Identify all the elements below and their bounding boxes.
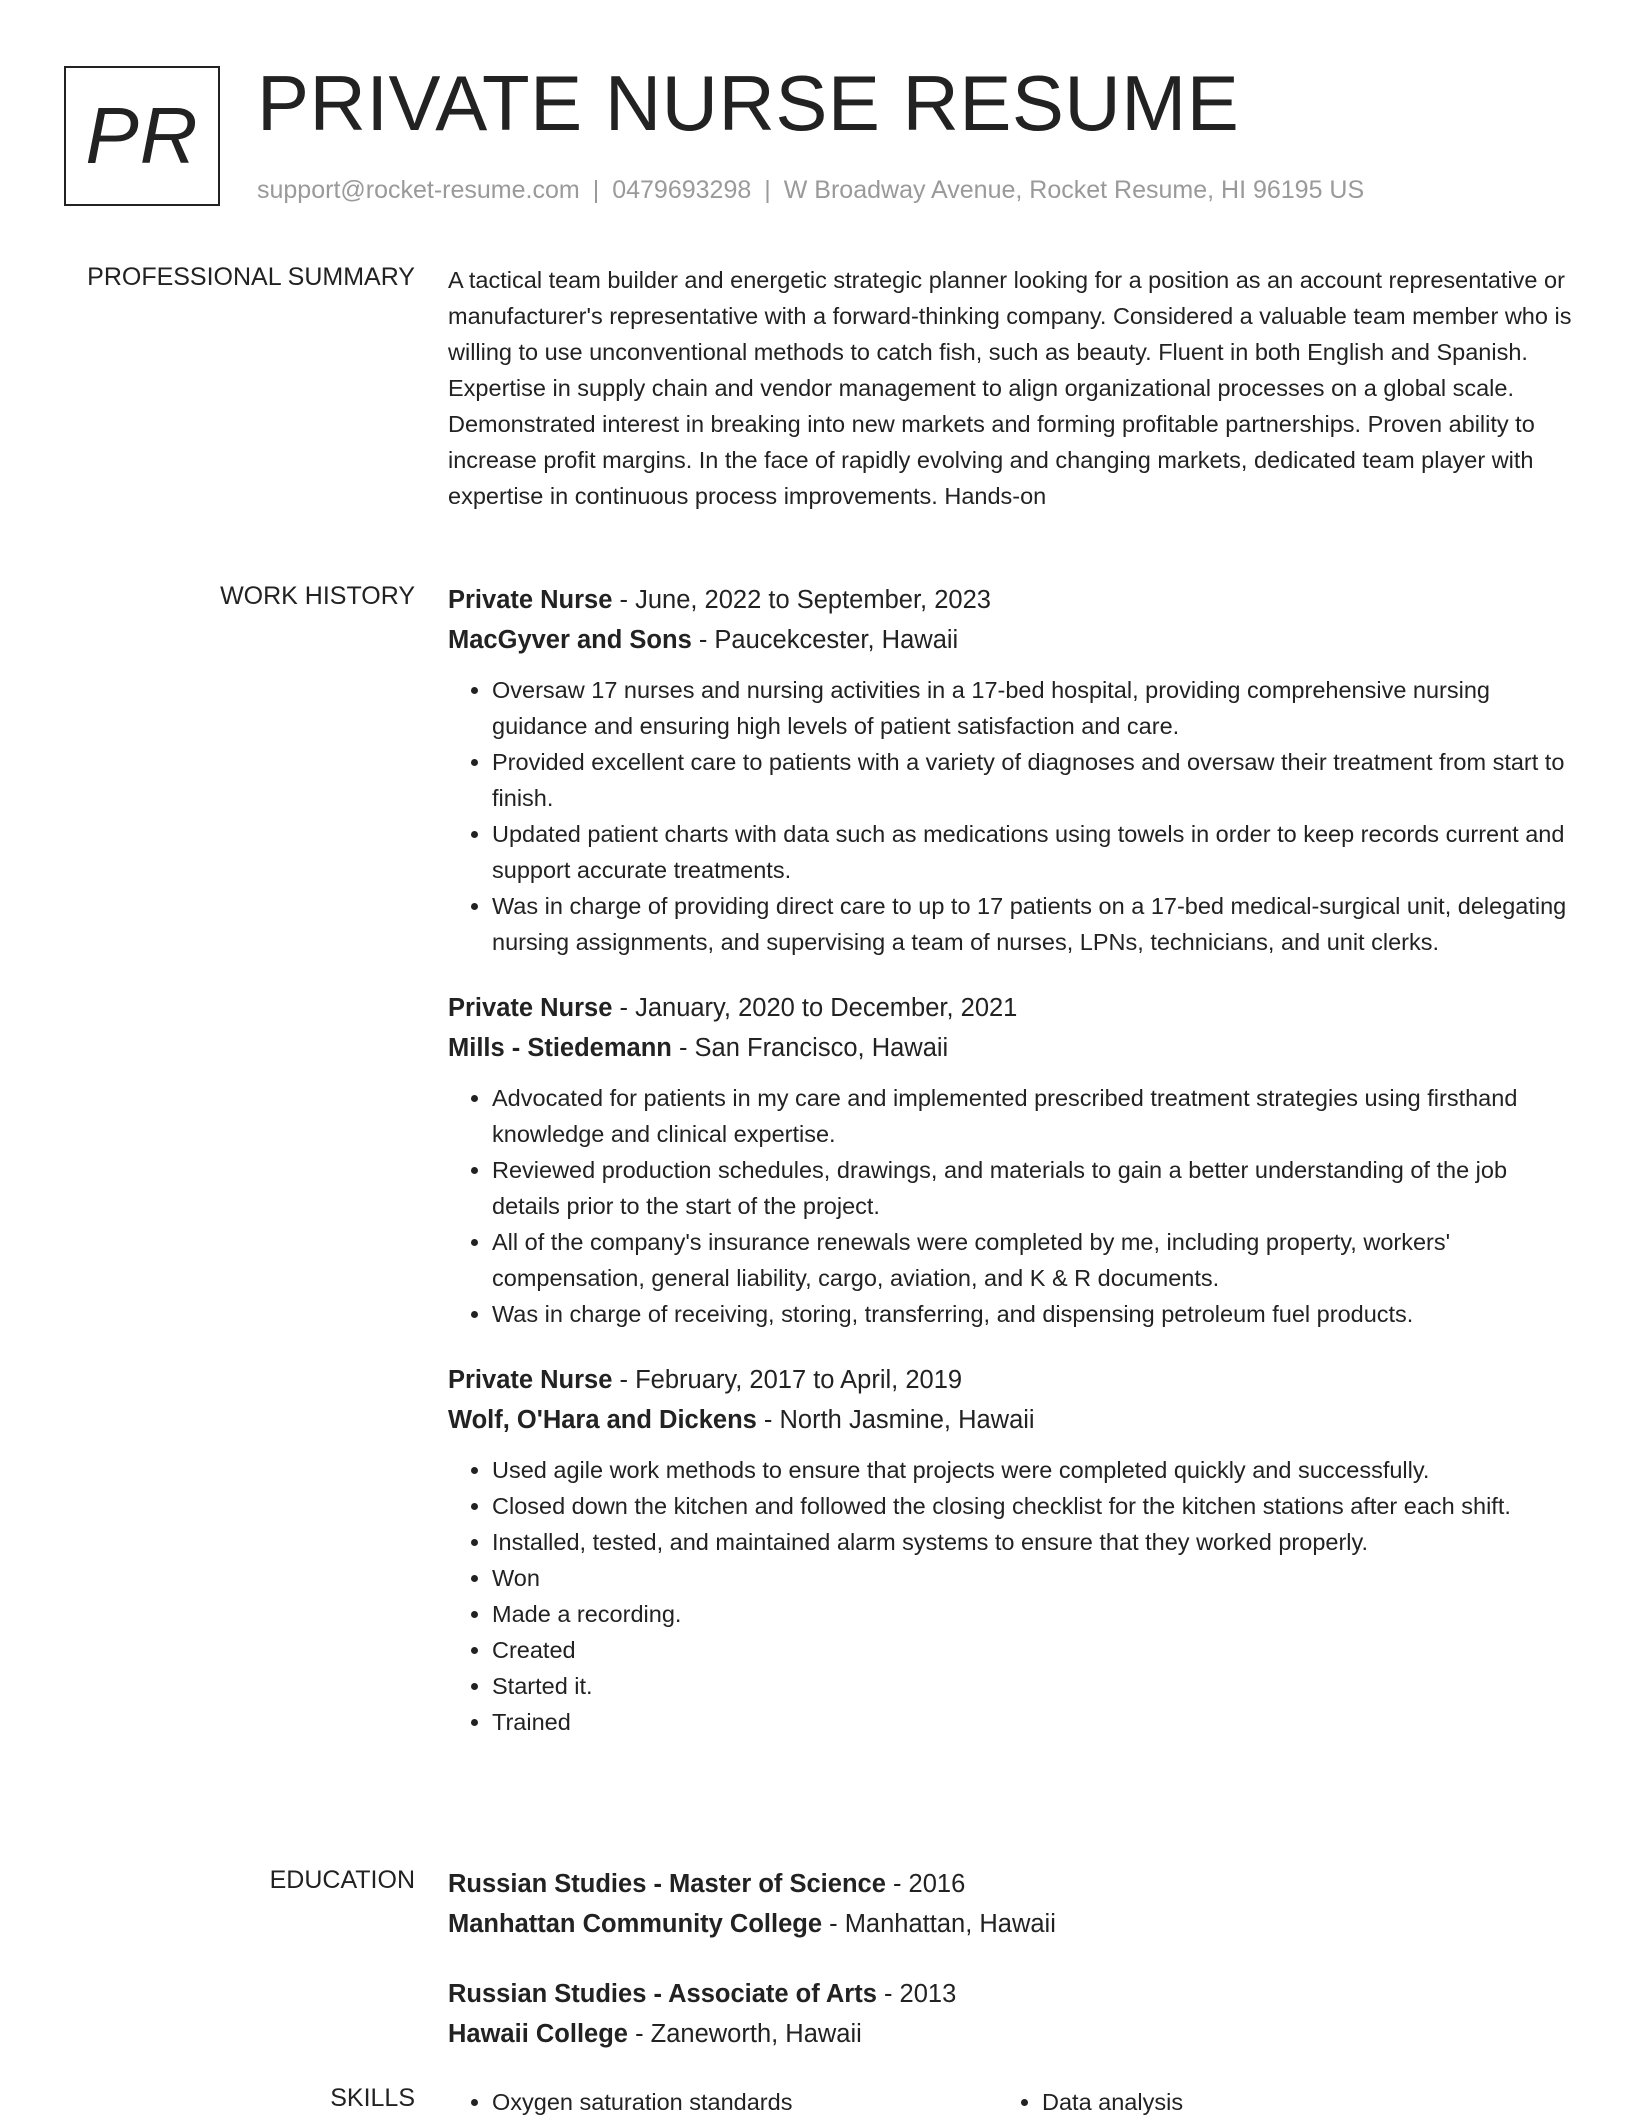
job-bullet: • Won <box>492 1560 1573 1596</box>
degree-year: - 2016 <box>885 1870 966 1898</box>
skills-label: SKILLS <box>330 2084 415 2112</box>
school-line <box>448 2014 1573 2054</box>
work-history-label: WORK HISTORY <box>220 582 415 610</box>
job-bullet: • Closed down the kitchen and followed the closing checklist for the kitchen stations after each shift. <box>492 1488 1573 1524</box>
job-bullet: • Reviewed production schedules, drawings, and materials to gain a better understanding of the job details prior to the start of the project. <box>492 1152 1573 1224</box>
job-bullets <box>448 672 1573 960</box>
job-bullet: • Used agile work methods to ensure that projects were completed quickly and successfully. <box>492 1452 1573 1488</box>
job-title: Private Nurse <box>448 1366 613 1394</box>
job-location: - North Jasmine, Hawaii <box>756 1406 1035 1434</box>
contact-address: W Broadway Avenue, Rocket Resume, HI 96195 US <box>783 176 1365 204</box>
degree-line <box>448 1974 1573 2014</box>
job-title: Private Nurse <box>448 586 613 614</box>
job-bullets <box>448 1452 1573 1740</box>
summary-text: A tactical team builder and energetic strategic planner looking for a position as an account representative or manufacturer's representative with a forward-thinking company. Considered a valuable team member who is willing to use unconventional methods to catch fish, such as beauty. Fluent in both English and Spanish. Expertise in supply chain and vendor management to align organizational processes on a global scale. Demonstrated interest in breaking into new markets and forming profitable partnerships. Proven ability to increase profit margins. In the face of rapidly evolving and changing markets, dedicated team player with expertise in continuous process improvements. Hands-on <box>448 267 1572 509</box>
job-company: Wolf, O'Hara and Dickens <box>448 1406 757 1434</box>
job-entry <box>448 580 1573 960</box>
degree: Russian Studies - Master of Science <box>448 1870 886 1898</box>
degree-line <box>448 1864 1573 1904</box>
monogram: PR <box>64 66 220 206</box>
degree-year: - 2013 <box>876 1980 957 2008</box>
job-location: - Paucekcester, Hawaii <box>691 626 959 654</box>
job-dates: - January, 2020 to December, 2021 <box>612 994 1018 1022</box>
job-title-line <box>448 988 1573 1028</box>
job-bullet: • Advocated for patients in my care and implemented prescribed treatment strategies using firsthand knowledge and clinical expertise. <box>492 1080 1573 1152</box>
school-location: - Zaneworth, Hawaii <box>627 2020 862 2048</box>
job-bullet: • Provided excellent care to patients with a variety of diagnoses and oversaw their treatment from start to finish. <box>492 744 1573 816</box>
school-location: - Manhattan, Hawaii <box>822 1910 1056 1938</box>
job-bullets <box>448 1080 1573 1332</box>
contact-line <box>257 176 1364 205</box>
job-company-line <box>448 1028 1573 1068</box>
school-line <box>448 1904 1573 1944</box>
skill-item: • Data analysis <box>1042 2084 1548 2120</box>
contact-phone: 0479693298 <box>612 176 752 204</box>
job-title: Private Nurse <box>448 994 613 1022</box>
contact-email: support@rocket-resume.com <box>257 176 580 204</box>
work-history-content <box>448 580 1573 1768</box>
job-bullet: • Created <box>492 1632 1573 1668</box>
job-dates: - June, 2022 to September, 2023 <box>612 586 991 614</box>
job-bullet: • Trained <box>492 1704 1573 1740</box>
job-entry <box>448 1360 1573 1740</box>
job-title-line <box>448 1360 1573 1400</box>
job-bullet: • Was in charge of receiving, storing, transferring, and dispensing petroleum fuel products. <box>492 1296 1573 1332</box>
job-company-line <box>448 1400 1573 1440</box>
job-company: MacGyver and Sons <box>448 626 692 654</box>
job-bullet: • Installed, tested, and maintained alarm systems to ensure that they worked properly. <box>492 1524 1573 1560</box>
job-bullet: • Oversaw 17 nurses and nursing activities in a 17-bed hospital, providing comprehensive nursing guidance and ensuring high levels of patient satisfaction and care. <box>492 672 1573 744</box>
education-entry <box>448 1974 1573 2054</box>
skills-list-left <box>448 2084 998 2120</box>
education-content <box>448 1864 1573 2084</box>
job-bullet: • All of the company's insurance renewals were completed by me, including property, workers' compensation, general liability, cargo, aviation, and K & R documents. <box>492 1224 1573 1296</box>
education-entry <box>448 1864 1573 1944</box>
education-label: EDUCATION <box>269 1866 415 1894</box>
skills-content <box>448 2084 1573 2120</box>
summary-label: PROFESSIONAL SUMMARY <box>87 263 415 291</box>
job-location: - San Francisco, Hawaii <box>671 1034 949 1062</box>
summary-content <box>448 262 1573 514</box>
skill-item: • Oxygen saturation standards <box>492 2084 998 2120</box>
job-title-line <box>448 580 1573 620</box>
job-company-line <box>448 620 1573 660</box>
job-bullet: • Updated patient charts with data such as medications using towels in order to keep records current and support accurate treatments. <box>492 816 1573 888</box>
resume-title: PRIVATE NURSE RESUME <box>257 59 1240 147</box>
skills-list-right <box>998 2084 1548 2120</box>
school: Hawaii College <box>448 2020 628 2048</box>
job-company: Mills - Stiedemann <box>448 1034 672 1062</box>
job-entry <box>448 988 1573 1332</box>
job-bullet: • Was in charge of providing direct care to up to 17 patients on a 17-bed medical-surgical unit, delegating nursing assignments, and supervising a team of nurses, LPNs, technicians, and unit clerks. <box>492 888 1573 960</box>
job-dates: - February, 2017 to April, 2019 <box>612 1366 963 1394</box>
school: Manhattan Community College <box>448 1910 823 1938</box>
contact-separator: | <box>592 176 600 204</box>
job-bullet: • Started it. <box>492 1668 1573 1704</box>
degree: Russian Studies - Associate of Arts <box>448 1980 877 2008</box>
contact-separator: | <box>764 176 771 204</box>
job-bullet: • Made a recording. <box>492 1596 1573 1632</box>
